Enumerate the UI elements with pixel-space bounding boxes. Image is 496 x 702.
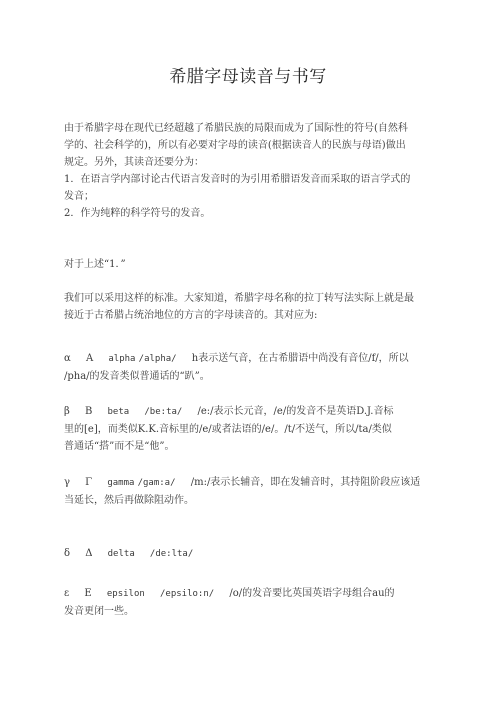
letter-upper: Γ — [85, 477, 93, 488]
letter-note: 发音更闭一些。 — [64, 606, 134, 617]
letter-entry-beta — [64, 403, 434, 455]
standard-line: 接近于古希腊占统治地位的方言的字母读音的。其对应为: — [64, 310, 318, 321]
letter-entry-epsilon — [64, 585, 434, 620]
intro-line: 学的、社会科学的)，所以有必要对字母的读音(根据读音人的民族与母语)做出 — [64, 140, 406, 151]
letter-lower: δ — [64, 548, 71, 559]
letter-note: /e:/表示长元音，/e/的发音不是英语D.J.音标 — [197, 406, 394, 417]
letter-ipa: /be:ta/ — [144, 407, 183, 417]
letter-note: 当延长，然后再做除阻动作。 — [64, 495, 194, 506]
intro-line: 2．作为纯粹的科学符号的发音。 — [64, 208, 211, 219]
letter-name: alpha — [108, 354, 136, 364]
intro-paragraph — [64, 120, 434, 222]
letter-ipa: /gam:a/ — [137, 478, 176, 488]
letter-note: /o/的发音要比英国英语字母组合au的 — [229, 588, 395, 599]
intro-line: 由于希腊字母在现代已经超越了希腊民族的局限而成为了国际性的符号(自然科 — [64, 123, 408, 134]
letter-name: epsilon — [106, 589, 145, 599]
letter-entry-delta — [64, 545, 434, 563]
about-paragraph — [64, 256, 434, 273]
page-title: 希腊字母读音与书写 — [169, 67, 327, 87]
letter-entry-alpha — [64, 350, 434, 385]
letter-entry-gamma — [64, 474, 434, 509]
letter-lower: ε — [64, 588, 70, 599]
intro-line: 1．在语言学内部讨论古代语言发音时的为引用希腊语发音而采取的语言学式的 — [64, 174, 411, 185]
letter-note: 普通话“搭”而不是“他”。 — [64, 441, 175, 452]
standard-paragraph — [64, 290, 434, 324]
letter-upper: Β — [84, 406, 93, 417]
letter-ipa: /alpha/ — [138, 354, 177, 364]
letter-name: beta — [107, 407, 130, 417]
letter-upper: Δ — [85, 548, 93, 559]
letter-note: 里的[e]，而类似K.K.音标里的/e/或者法语的/e/。/t/不送气，所以/ta/类似 — [64, 424, 392, 435]
letter-note: /m:/表示长辅音，即在发辅音时，其持阻阶段应该适 — [190, 477, 421, 488]
letter-ipa: /epsilo:n/ — [160, 589, 215, 599]
letter-upper: Ε — [84, 588, 92, 599]
letter-upper: Α — [85, 353, 94, 364]
intro-line: 发音； — [64, 191, 94, 202]
intro-line: 规定。另外，其读音还要分为： — [64, 157, 204, 168]
letter-lower: α — [64, 353, 71, 364]
letter-note: /pha/的发音类似普通话的“趴”。 — [64, 371, 210, 382]
letter-name: gamma — [107, 478, 135, 488]
standard-line: 我们可以采用这样的标准。大家知道，希腊字母名称的拉丁转写法实际上就是最 — [64, 293, 414, 304]
letter-lower: γ — [64, 477, 70, 488]
letter-note: h表示送气音，在古希腊语中尚没有音位/f/，所以 — [191, 353, 409, 364]
about-line: 对于上述“1．” — [64, 259, 126, 270]
letter-name: delta — [107, 549, 135, 559]
letter-lower: β — [64, 406, 70, 417]
letter-ipa: /de:lta/ — [149, 549, 194, 559]
